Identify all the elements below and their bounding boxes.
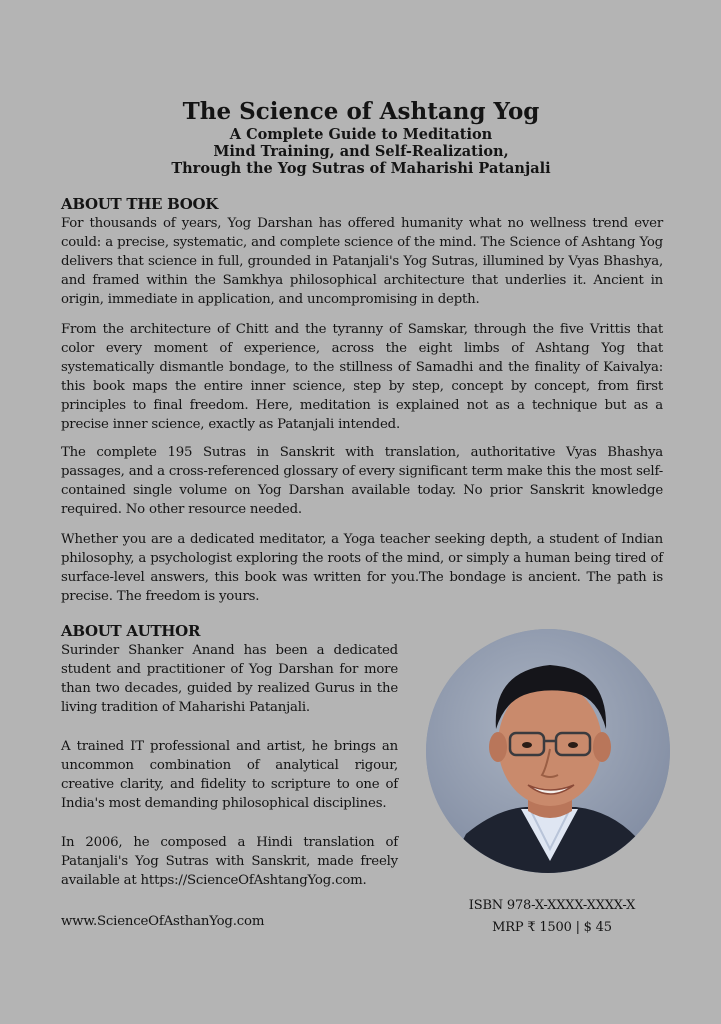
subtitle-line-2: Mind Training, and Self-Realization, bbox=[213, 143, 509, 160]
price: MRP ₹ 1500 | $ 45 bbox=[492, 920, 612, 935]
isbn-price-block bbox=[448, 895, 656, 939]
about-author-paragraph-1: Surinder Shanker Anand has been a dedicated student and practitioner of Yog Darshan for more than two decades, guided by realized Gurus in the living tradition of Maharishi Patanjali. bbox=[61, 643, 398, 715]
author-portrait-graphic bbox=[426, 629, 670, 873]
subtitle-line-1: A Complete Guide to Meditation bbox=[229, 126, 493, 143]
author-portrait-icon bbox=[426, 629, 670, 873]
title-block bbox=[60, 98, 662, 177]
about-book-paragraph-4: Whether you are a dedicated meditator, a Yoga teacher seeking depth, a student of Indian philosophy, a psychologist exploring the roots of the mind, or simply a human being tired of surface-level answers, this book was written for you.The bondage is ancient. The path is precise. The freedom is yours. bbox=[61, 532, 663, 604]
subtitle-line-3: Through the Yog Sutras of Maharishi Patanjali bbox=[171, 160, 551, 177]
about-book-paragraph-1: For thousands of years, Yog Darshan has offered humanity what no wellness trend ever could: a precise, systematic, and complete science of the mind. The Science of Ashtang Yog delivers that science in full, grounded in Patanjali's Yog Sutras, illumined by Vyas Bhashya, and framed within the Samkhya philosophical architecture that underlies it. Ancient in origin, immediate in application, and uncompromising in depth. bbox=[61, 216, 663, 307]
about-author-paragraph-3: In 2006, he composed a Hindi translation of Patanjali's Yog Sutras with Sanskrit, made freely available at https://ScienceOfAshtangYog.com. bbox=[61, 835, 398, 888]
about-book-paragraph-2: From the architecture of Chitt and the tyranny of Samskar, through the five Vrittis that color every moment of experience, across the eight limbs of Ashtang Yog that systematically dismantle bondage, to the stillness of Samadhi and the finality of Kaivalya: this book maps the entire inner science, step by step, concept by concept, from first principles to final freedom. Here, meditation is explained not as a technique but as a precise inner science, exactly as Patanjali intended. bbox=[61, 322, 663, 432]
book-title: The Science of Ashtang Yog bbox=[182, 98, 540, 125]
about-book-paragraph-3: The complete 195 Sutras in Sanskrit with translation, authoritative Vyas Bhashya passages, and a cross-referenced glossary of every significant term make this the most self-contained single volume on Yog Darshan available today. No prior Sanskrit knowledge required. No other resource needed. bbox=[61, 445, 663, 517]
about-book-heading: ABOUT THE BOOK bbox=[61, 195, 219, 213]
website-url: www.ScienceOfAsthanYog.com bbox=[61, 914, 265, 929]
about-author-paragraph-2: A trained IT professional and artist, he brings an uncommon combination of analytical rigour, creative clarity, and fidelity to scripture to one of India's most demanding philosophical disciplines. bbox=[61, 739, 398, 811]
isbn-number: ISBN 978-X-XXXX-XXXX-X bbox=[468, 898, 636, 913]
about-author-heading: ABOUT AUTHOR bbox=[61, 622, 201, 640]
